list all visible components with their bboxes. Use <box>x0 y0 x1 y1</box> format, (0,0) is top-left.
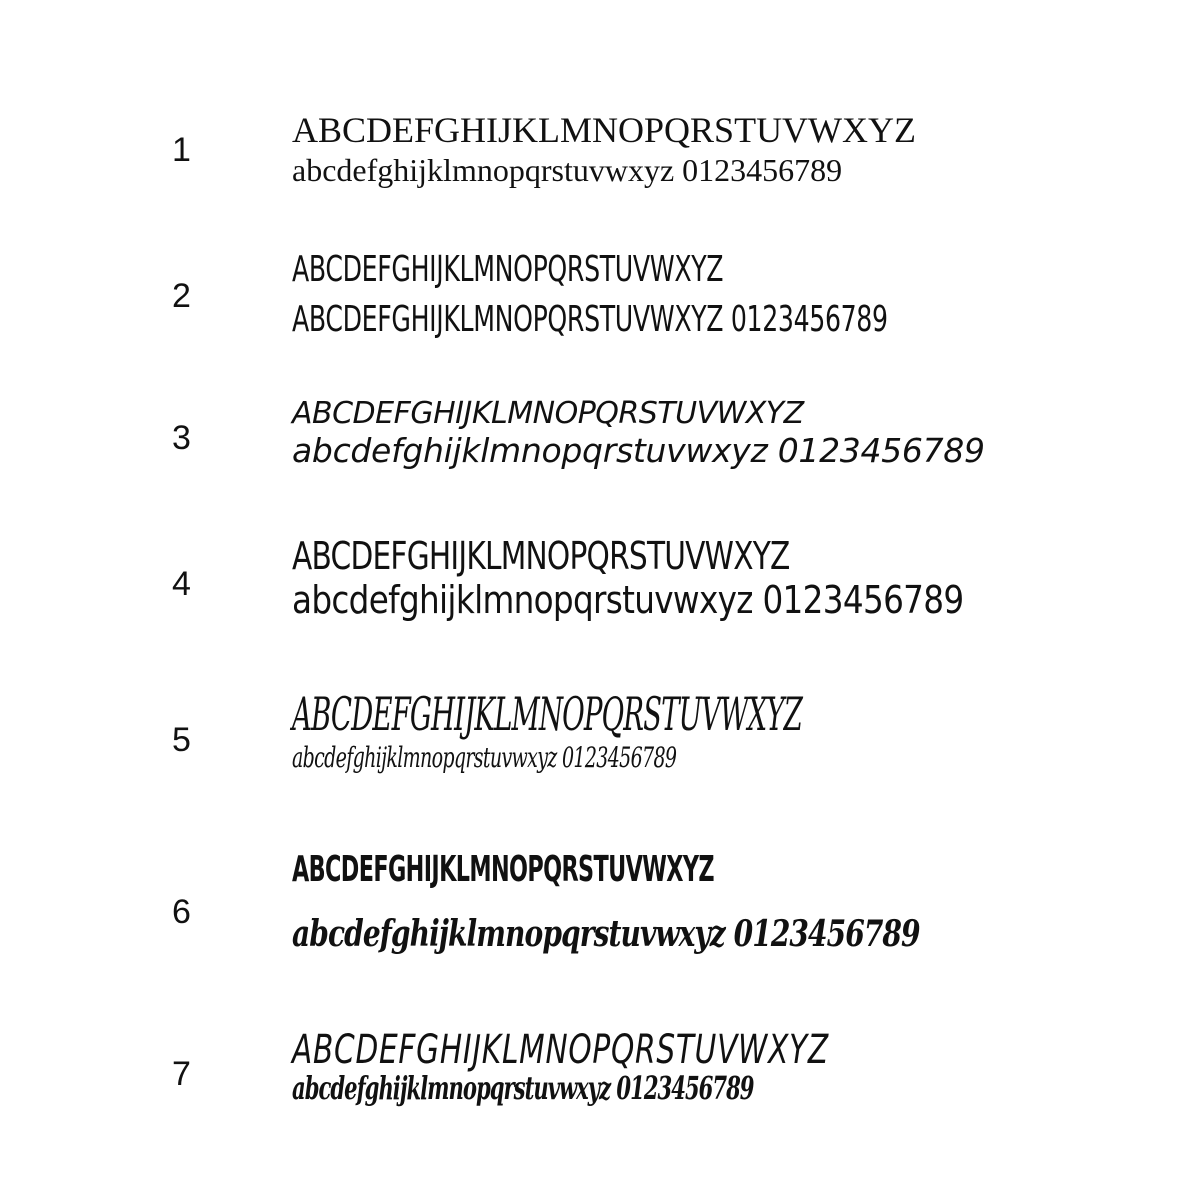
font-number: 4 <box>172 565 191 603</box>
lowercase-numbers-line: abcdefghijklmnopqrstuvwxyz 0123456789 <box>292 741 677 774</box>
uppercase-line: ABCDEFGHIJKLMNOPQRSTUVWXYZ <box>292 1027 829 1073</box>
lowercase-numbers-line: abcdefghijklmnopqrstuvwxyz 0123456789 <box>292 1069 754 1107</box>
font-number: 5 <box>172 721 191 759</box>
font-number: 6 <box>172 893 191 931</box>
font-number: 1 <box>172 131 191 169</box>
lowercase-numbers-line: abcdefghijklmnopqrstuvwxyz 0123456789 <box>292 913 920 955</box>
uppercase-line: ABCDEFGHIJKLMNOPQRSTUVWXYZ <box>292 249 724 290</box>
font-number: 7 <box>172 1055 191 1093</box>
uppercase-line: ABCDEFGHIJKLMNOPQRSTUVWXYZ <box>292 534 790 578</box>
font-number: 3 <box>172 419 191 457</box>
uppercase-line: ABCDEFGHIJKLMNOPQRSTUVWXYZ <box>292 396 804 431</box>
font-number: 2 <box>172 277 191 315</box>
uppercase-line: ABCDEFGHIJKLMNOPQRSTUVWXYZ <box>292 110 917 150</box>
uppercase-line: ABCDEFGHIJKLMNOPQRSTUVWXYZ <box>292 849 714 890</box>
lowercase-numbers-line: ABCDEFGHIJKLMNOPQRSTUVWXYZ 0123456789 <box>292 299 888 340</box>
lowercase-numbers-line: abcdefghijklmnopqrstuvwxyz 0123456789 <box>292 431 985 470</box>
lowercase-numbers-line: abcdefghijklmnopqrstuvwxyz 0123456789 <box>292 578 964 622</box>
uppercase-line: ABCDEFGHIJKLMNOPQRSTUVWXYZ <box>292 687 802 741</box>
lowercase-numbers-line: abcdefghijklmnopqrstuvwxyz 0123456789 <box>292 152 843 188</box>
